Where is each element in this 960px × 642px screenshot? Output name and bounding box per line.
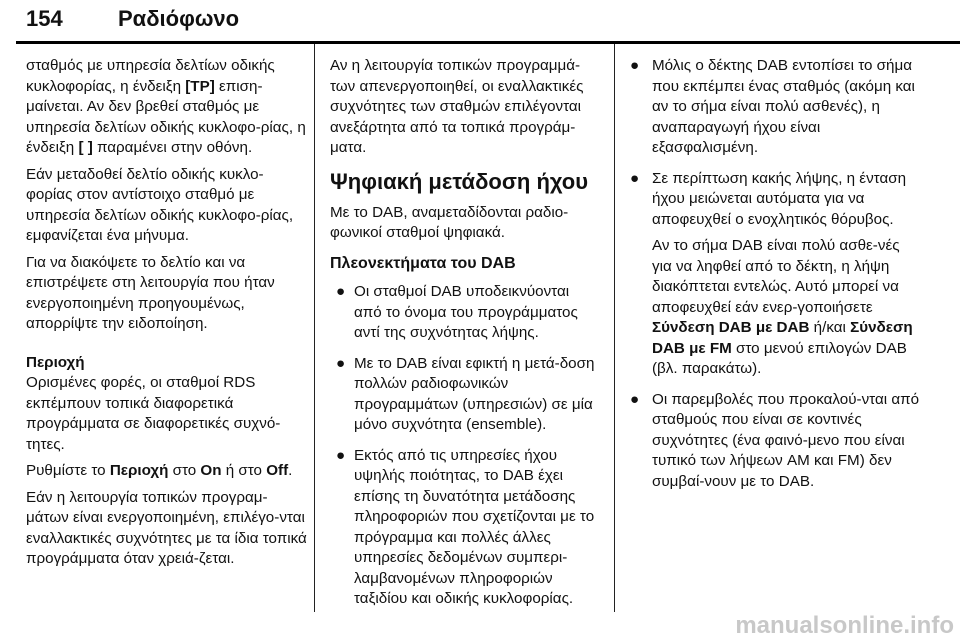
column-3 [630, 56, 920, 502]
paragraph-traffic-message: Εάν μεταδοθεί δελτίο οδικής κυκλο-φορίας στον αντίστοιχο σταθμό με υπηρεσία δελτίων οδικής κυκλοφο-ρίας, εμφανίζεται ένα μήνυμα. [26, 165, 294, 244]
column-divider-1 [314, 44, 315, 612]
bullet-icon: ● [336, 446, 346, 464]
advantages-list-continued [630, 56, 920, 492]
column-2 [330, 56, 598, 620]
paragraph-dismiss: Για να διακόψετε το δελτίο και να επιστρέψετε στη λειτουργία που ήταν ενεργοποιημένη προηγουμένως, απορρίψτε την ειδοποίηση. [26, 253, 275, 332]
empty-indicator: [ ] [78, 139, 93, 156]
bullet-icon: ● [630, 169, 640, 187]
list-item: ● Οι παρεμβολές που προκαλού-νται από σταθμούς που είναι σε κοντινές συχνότητες (ένα φαινό-μενο που είναι τυπικό των λήψεων AM και FM) δεν συμβαί-νουν με το DAB. [630, 390, 920, 490]
column-1 [26, 56, 308, 576]
advantages-list [330, 282, 598, 610]
bullet-icon: ● [336, 354, 346, 372]
bullet-icon: ● [630, 390, 640, 408]
bullet-icon: ● [336, 283, 346, 300]
list-item: ● Εκτός από τις υπηρεσίες ήχου υψηλής ποιότητας, το DAB έχει επίσης τη δυνατότητα μετάδοσης πληροφοριών που σχετίζονται με το πρόγραμμα και πολλές άλλες υπηρεσίες δεδομένων συμπερι-λαμβανομένων πληροφοριών ταξιδίου και οδικής κυκλοφορίας. [336, 446, 595, 607]
watermark: manualsonline.info [735, 612, 954, 639]
section-heading-dab: Ψηφιακή μετάδοση ήχου [330, 168, 588, 194]
tp-indicator: [TP] [185, 77, 215, 95]
list-item: ● Μόλις ο δέκτης DAB εντοπίσει το σήμα που εκπέμπει ένας σταθμός (ακόμη και αν το σήμα είναι πολύ ασθενές), η αναπαραγωγή ήχου είναι εξασφαλισμένη. [630, 57, 915, 156]
page-number: 154 [26, 6, 63, 31]
bullet-icon: ● [630, 57, 640, 74]
paragraph-regional-on: Εάν η λειτουργία τοπικών προγραμ-μάτων είναι ενεργοποιημένη, επιλέγο-νται εναλλακτικές συχνότητες με τα ίδια τοπικά προγράμματα όταν χρειά-ζεται. [26, 488, 307, 567]
header-rule [16, 41, 960, 44]
list-item: ● Σε περίπτωση κακής λήψης, η ένταση ήχου μειώνεται αυτόματα για να αποφευχθεί ο ενοχλητικός θόρυβος. Αν το σήμα DAB είναι πολύ ασθε-νές για να ληφθεί από το δέκτη, η λήψη διακόπτεται εντελώς. Αυτό μπορεί να αποφευχθεί εάν ενερ-γοποιήσετε Σύνδεση DAB με DAB ή/και Σύνδεση DAB με FM στο μενού επιλογών DAB (βλ. παρακάτω). [630, 169, 920, 380]
column-divider-2 [614, 44, 615, 612]
paragraph-dab-linking: Αν το σήμα DAB είναι πολύ ασθε-νές για να ληφθεί από το δέκτη, η λήψη διακόπτεται εντελώς. Αυτό μπορεί να αποφευχθεί εάν ενερ-γοποιήσετε Σύνδεση DAB με DAB ή/και Σύνδεση DAB με FM στο μενού επιλογών DAB (βλ. παρακάτω). [652, 237, 913, 377]
list-item: ● Με το DAB είναι εφικτή η μετά-δοση πολλών ραδιοφωνικών προγραμμάτων (υπηρεσιών) σε μία μόνο συχνότητα (ensemble). [336, 354, 595, 433]
page-title: Ραδιόφωνο [118, 6, 240, 31]
paragraph-region-setting: Ρυθμίστε το Περιοχή στο On ή στο Off. [26, 462, 293, 479]
paragraph-rds: Ορισμένες φορές, οι σταθμοί RDS εκπέμπουν τοπικά διαφορετικά προγράμματα σε διαφορετικές συχνό-τητες. [26, 374, 281, 453]
page-header [26, 6, 239, 32]
paragraph-regional-off: Αν η λειτουργία τοπικών προγραμμά-των απενεργοποιηθεί, οι εναλλακτικές συχνότητες των σταθμών επιλέγονται ανεξάρτητα από τα τοπικά προγράμ-ματα. [330, 57, 584, 156]
subheading-dab-advantages: Πλεονεκτήματα του DAB [330, 254, 516, 272]
paragraph-tp: σταθμός με υπηρεσία δελτίων οδικής κυκλοφορίας, η ένδειξη [TP] επιση-μαίνεται. Αν δεν βρεθεί σταθμός με υπηρεσία δελτίων οδικής κυκλοφο-ρίας, η ένδειξη [ ] παραμένει στην οθόνη. [26, 57, 306, 156]
region-heading: Περιοχή [26, 353, 85, 371]
paragraph-dab-intro: Με το DAB, αναμεταδίδονται ραδιο-φωνικοί σταθμοί ψηφιακά. [330, 203, 569, 241]
list-item: ● Οι σταθμοί DAB υποδεικνύονται από το όνομα του προγράμματος αντί της συχνότητας λήψης. [336, 283, 578, 341]
